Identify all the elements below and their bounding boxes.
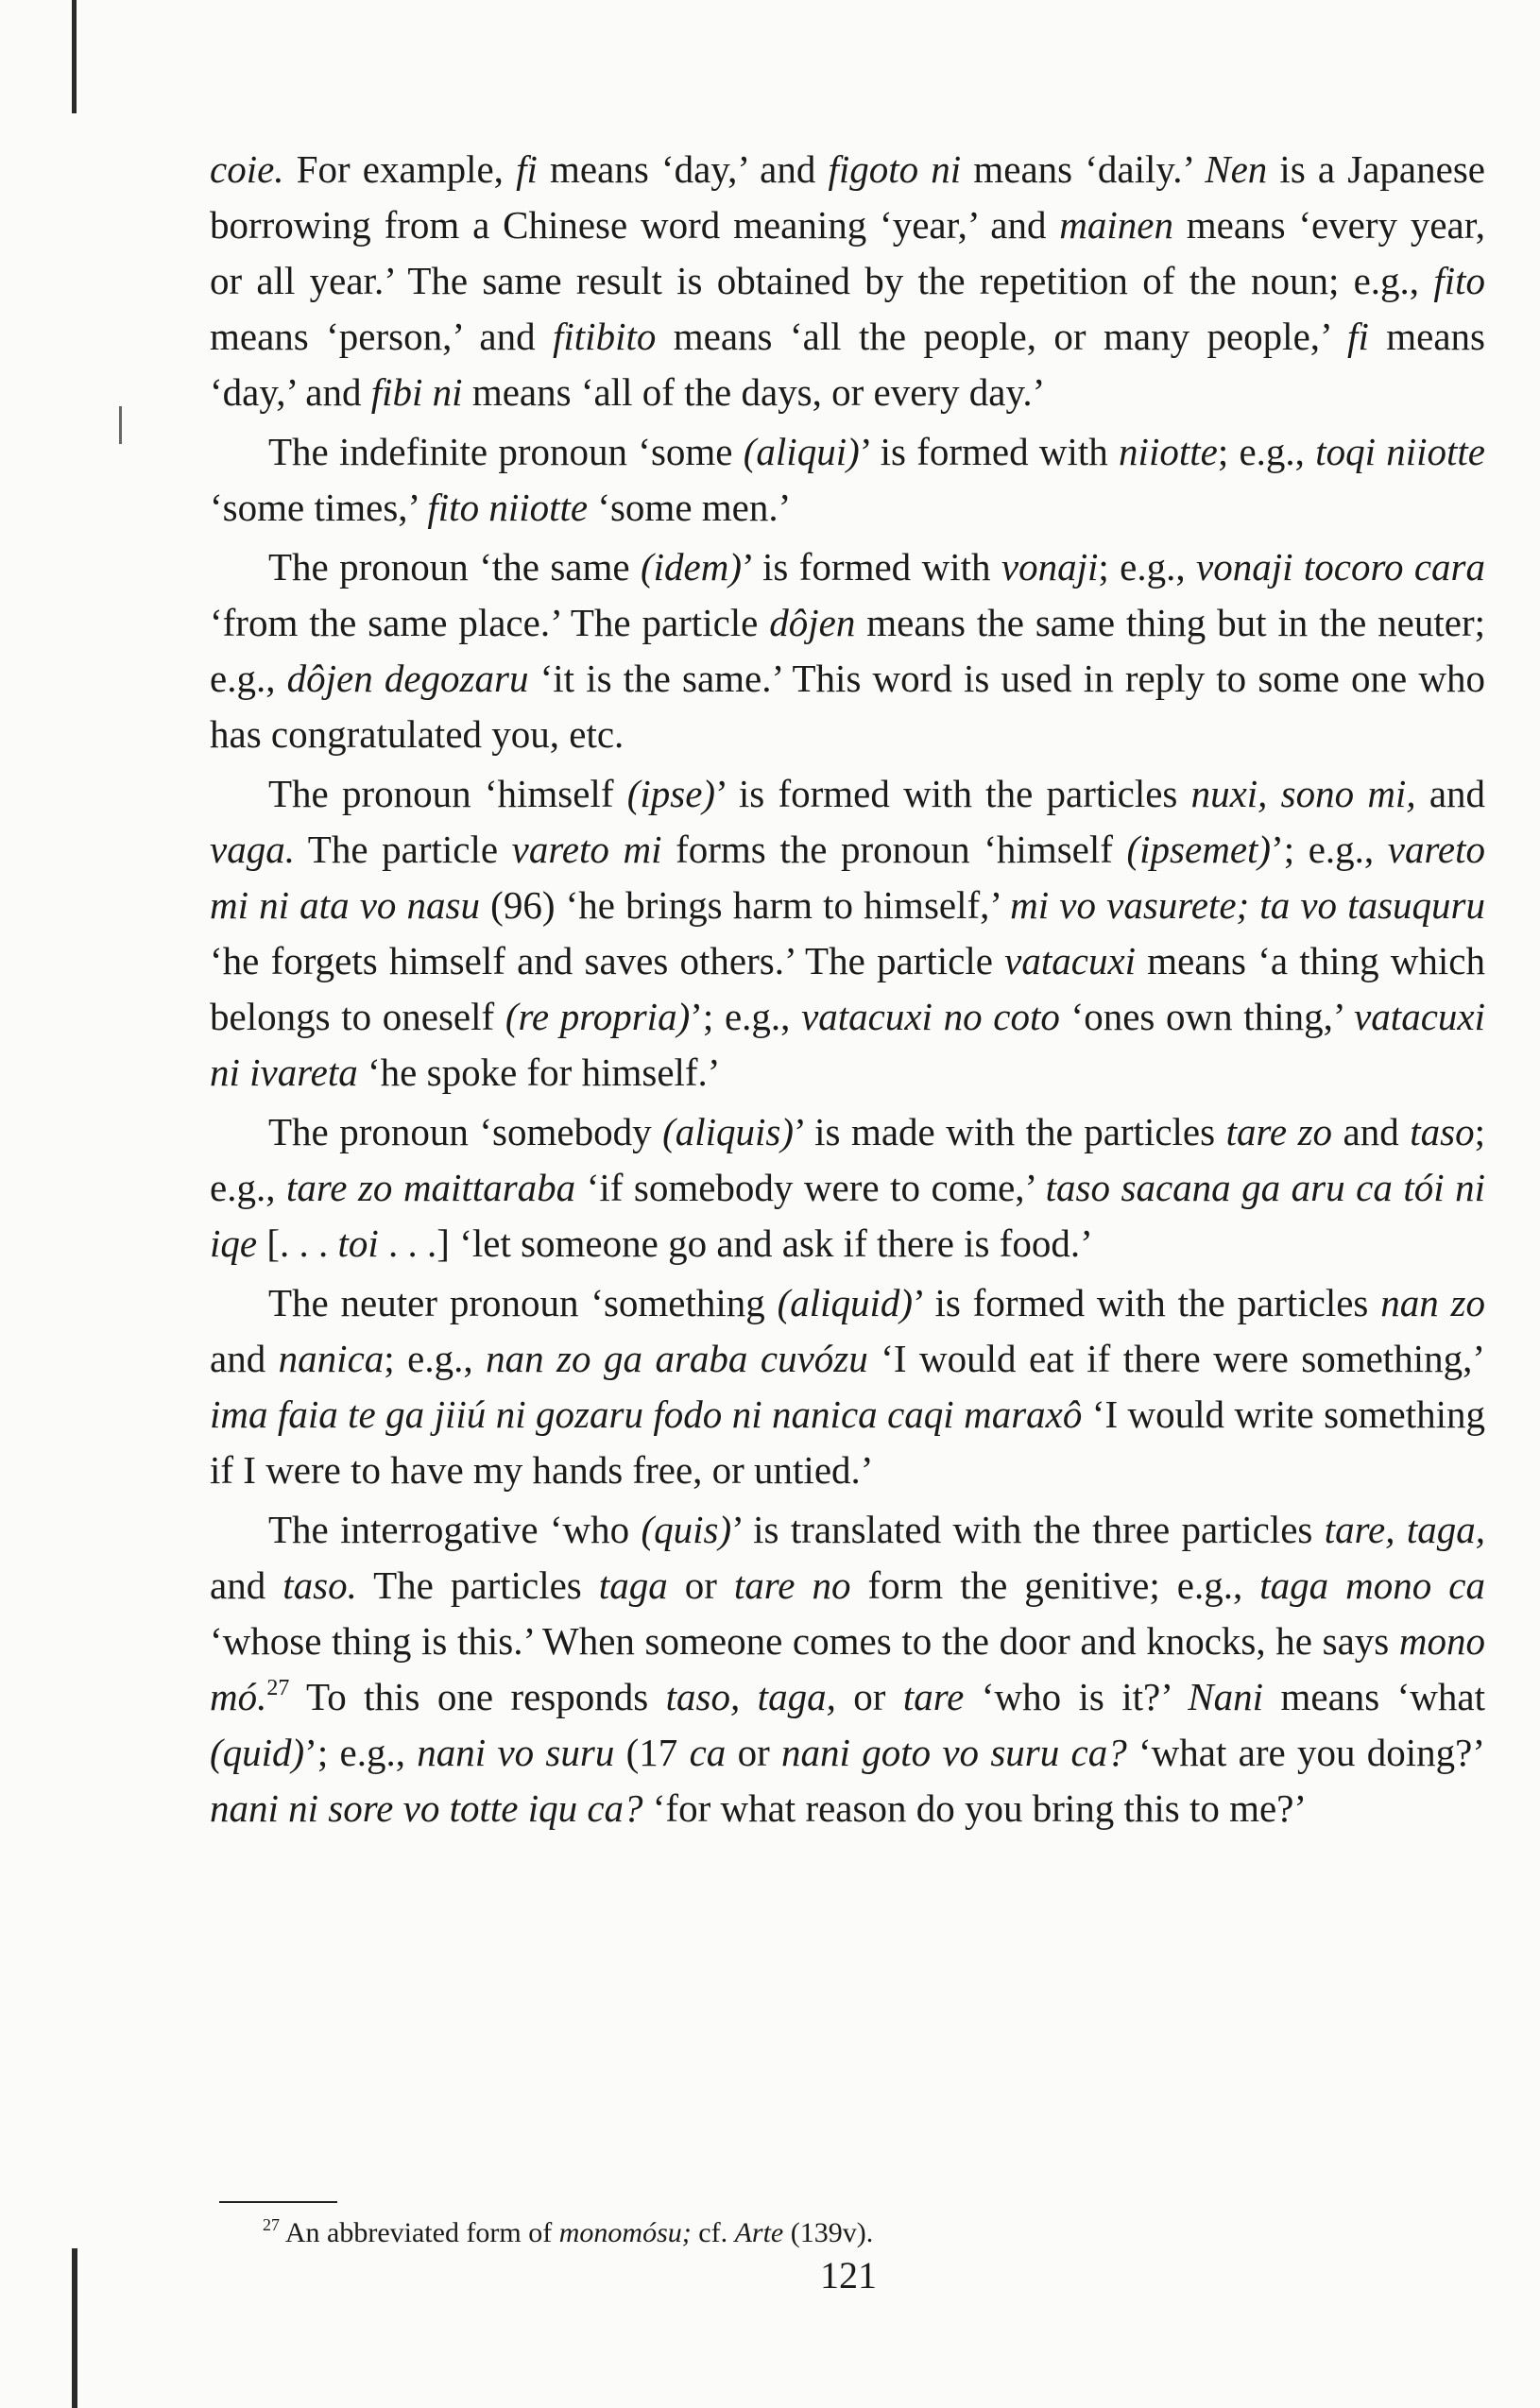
italic-term: dôjen degozaru	[286, 657, 529, 700]
text-run: ’ is formed with the particles	[913, 1281, 1381, 1324]
text-run: ‘it is the same.’ This word is used in reply to some one who has congratulated you, etc.	[210, 657, 1485, 756]
italic-term: (aliqui)	[743, 430, 860, 473]
italic-term: fibi ni	[370, 370, 463, 414]
italic-term: vatacuxi ni ivareta	[210, 995, 1485, 1094]
italic-term: (re propria)	[505, 995, 691, 1038]
text-run: The particle	[294, 828, 512, 871]
italic-term: vatacuxi	[1004, 939, 1137, 982]
text-run: To this one responds	[289, 1675, 666, 1718]
text-run: cf.	[691, 2217, 735, 2248]
text-run: means ‘all the people, or many people,’	[656, 315, 1348, 358]
paragraph	[210, 1104, 1485, 1272]
italic-term: taso, taga,	[665, 1675, 836, 1718]
paragraph	[210, 1275, 1485, 1498]
italic-term: ima faia te ga jiiú ni gozaru fodo ni nanica caqi maraxô	[210, 1392, 1083, 1436]
italic-term: nani goto vo suru ca?	[781, 1731, 1127, 1774]
italic-term: mainen	[1059, 203, 1173, 247]
text-run: The interrogative ‘who	[268, 1508, 642, 1551]
italic-term: fi	[1347, 315, 1369, 358]
text-run: ‘who is it?’	[964, 1675, 1189, 1718]
text-run: ‘I would write something if I were to have my hands free, or untied.’	[210, 1392, 1485, 1492]
italic-term: vonaji	[1001, 545, 1099, 589]
text-run: ’; e.g.,	[1271, 828, 1388, 871]
text-run: The pronoun ‘the same	[268, 545, 641, 589]
italic-term: Arte	[734, 2217, 784, 2248]
italic-term: tare no	[733, 1563, 851, 1607]
text-run: . . .] ‘let someone go and ask if there is food.’	[378, 1221, 1093, 1265]
text-run: means the same thing but in the neuter; e.g.,	[210, 601, 1485, 700]
italic-term: nan zo	[1380, 1281, 1485, 1324]
text-run: or	[667, 1563, 734, 1607]
text-run: ‘from the same place.’ The particle	[210, 601, 770, 644]
italic-term: nan zo ga araba cuvózu	[486, 1337, 868, 1380]
italic-term: toqi niiotte	[1315, 430, 1485, 473]
text-run: ‘what are you doing?’	[1126, 1731, 1486, 1774]
italic-term: fitibito	[553, 315, 657, 358]
italic-term: mono mó.	[210, 1619, 1485, 1718]
text-run: means ‘person,’ and	[210, 315, 553, 358]
text-run: ‘he forgets himself and saves others.’ The particle	[210, 939, 1005, 982]
text-run: and	[210, 1563, 283, 1607]
text-run: ; e.g.,	[1098, 545, 1197, 589]
text-run: The pronoun ‘himself	[268, 772, 627, 815]
text-run: ; e.g.,	[384, 1337, 487, 1380]
italic-term: taga	[598, 1563, 668, 1607]
paragraph	[210, 539, 1485, 762]
text-run: The indefinite pronoun ‘some	[268, 430, 744, 473]
text-run: is a Japanese borrowing from a Chinese word meaning ‘year,’ and	[210, 147, 1485, 247]
italic-term: vareto mi	[511, 828, 662, 871]
text-run: means ‘day,’ and	[537, 147, 829, 191]
footnote-reference: 27	[266, 1676, 290, 1700]
page-number: 121	[820, 2254, 877, 2297]
italic-term: nani vo suru	[417, 1731, 615, 1774]
text-run: ‘I would eat if there were something,’	[867, 1337, 1485, 1380]
paragraph	[210, 1502, 1485, 1836]
footnote-divider	[219, 2201, 337, 2203]
italic-term: monomósu;	[558, 2217, 692, 2248]
italic-term: ca	[689, 1731, 727, 1774]
text-run: and	[1332, 1110, 1411, 1153]
text-run: (139v).	[783, 2217, 874, 2248]
text-run: The neuter pronoun ‘something	[268, 1281, 778, 1324]
italic-term: tare	[902, 1675, 965, 1718]
footnote-text	[285, 2217, 873, 2248]
text-run: forms the pronoun ‘himself	[661, 828, 1127, 871]
text-run: ’ is formed with	[742, 545, 1001, 589]
italic-term: Nen	[1205, 147, 1268, 191]
text-run: ’ is formed with	[859, 430, 1120, 473]
text-run: means ‘what	[1263, 1675, 1485, 1718]
italic-term: vareto mi ni ata vo nasu	[210, 828, 1485, 927]
italic-term: mi vo vasurete; ta vo tasuquru	[1010, 883, 1485, 927]
text-run: An abbreviated form of	[284, 2217, 559, 2248]
text-run: means ‘a thing which belongs to oneself	[210, 939, 1485, 1038]
text-run: ’ is translated with the three particles	[731, 1508, 1325, 1551]
text-run: ‘for what reason do you bring this to me?’	[642, 1786, 1308, 1830]
text-run: or	[835, 1675, 903, 1718]
italic-term: (ipsemet)	[1126, 828, 1272, 871]
italic-term: nanica	[278, 1337, 385, 1380]
text-run: ‘some men.’	[588, 486, 792, 529]
italic-term: niiotte	[1119, 430, 1218, 473]
text-run: ‘ones own thing,’	[1059, 995, 1355, 1038]
italic-term: fi	[516, 147, 538, 191]
text-run: means ‘day,’ and	[210, 315, 1485, 414]
page-edge-mark	[119, 406, 122, 444]
italic-term: (quid)	[210, 1731, 305, 1774]
text-run: and	[1415, 772, 1486, 815]
italic-term: (ipse)	[626, 772, 716, 815]
italic-term: toi	[337, 1221, 379, 1265]
paragraph	[210, 766, 1485, 1101]
text-run: ; e.g.,	[210, 1110, 1486, 1209]
italic-term: tare, taga,	[1324, 1508, 1485, 1551]
text-run: ‘if somebody were to come,’	[575, 1166, 1046, 1209]
text-run: The pronoun ‘somebody	[268, 1110, 663, 1153]
text-run: The particles	[356, 1563, 599, 1607]
italic-term: taso.	[282, 1563, 357, 1607]
text-run: and	[210, 1337, 279, 1380]
paragraph	[210, 142, 1485, 420]
italic-term: taso sacana ga aru ca tói ni iqe	[210, 1166, 1486, 1265]
text-run: [. . .	[257, 1221, 338, 1265]
text-run: ‘whose thing is this.’ When someone comes to the door and knocks, he says	[210, 1619, 1399, 1663]
text-run: ; e.g.,	[1217, 430, 1316, 473]
text-run: (96) ‘he brings harm to himself,’	[480, 883, 1011, 927]
text-run: means ‘daily.’	[961, 147, 1206, 191]
text-run: form the genitive; e.g.,	[850, 1563, 1260, 1607]
text-run: ’; e.g.,	[690, 995, 802, 1038]
text-run: means ‘every year, or all year.’ The same result is obtained by the repetition of the noun; e.g.,	[210, 203, 1485, 302]
italic-term: vaga.	[210, 828, 295, 871]
footnote-number: 27	[263, 2215, 280, 2234]
italic-term: tare zo maittaraba	[285, 1166, 576, 1209]
footnote	[263, 2206, 1472, 2252]
text-run: ‘he spoke for himself.’	[357, 1050, 721, 1094]
text-run: ’ is formed with the particles	[715, 772, 1191, 815]
text-run: (17	[614, 1731, 690, 1774]
italic-term: vatacuxi no coto	[801, 995, 1060, 1038]
text-run: or	[726, 1731, 782, 1774]
italic-term: (aliquis)	[662, 1110, 795, 1153]
italic-term: nuxi, sono mi,	[1190, 772, 1416, 815]
paragraph	[210, 424, 1485, 536]
italic-term: (aliquid)	[777, 1281, 914, 1324]
italic-term: taga mono ca	[1259, 1563, 1486, 1607]
italic-term: Nani	[1188, 1675, 1264, 1718]
text-run: ’; e.g.,	[304, 1731, 418, 1774]
italic-term: figoto ni	[828, 147, 962, 191]
italic-term: fito	[1433, 259, 1485, 302]
italic-term: nani ni sore vo totte iqu ca?	[210, 1786, 643, 1830]
text-run: For example,	[283, 147, 517, 191]
italic-term: dôjen	[769, 601, 856, 644]
text-run: ’ is made with the particles	[794, 1110, 1226, 1153]
italic-term: (idem)	[641, 545, 743, 589]
italic-term: taso	[1410, 1110, 1475, 1153]
text-run: means ‘all of the days, or every day.’	[462, 370, 1046, 414]
italic-term: vonaji tocoro cara	[1196, 545, 1485, 589]
page-body	[210, 142, 1485, 1836]
page-edge-mark	[72, 0, 77, 113]
italic-term: tare zo	[1225, 1110, 1333, 1153]
italic-term: coie.	[210, 147, 284, 191]
italic-term: fito niiotte	[427, 486, 589, 529]
italic-term: (quis)	[641, 1508, 732, 1551]
text-run: ‘some times,’	[210, 486, 428, 529]
